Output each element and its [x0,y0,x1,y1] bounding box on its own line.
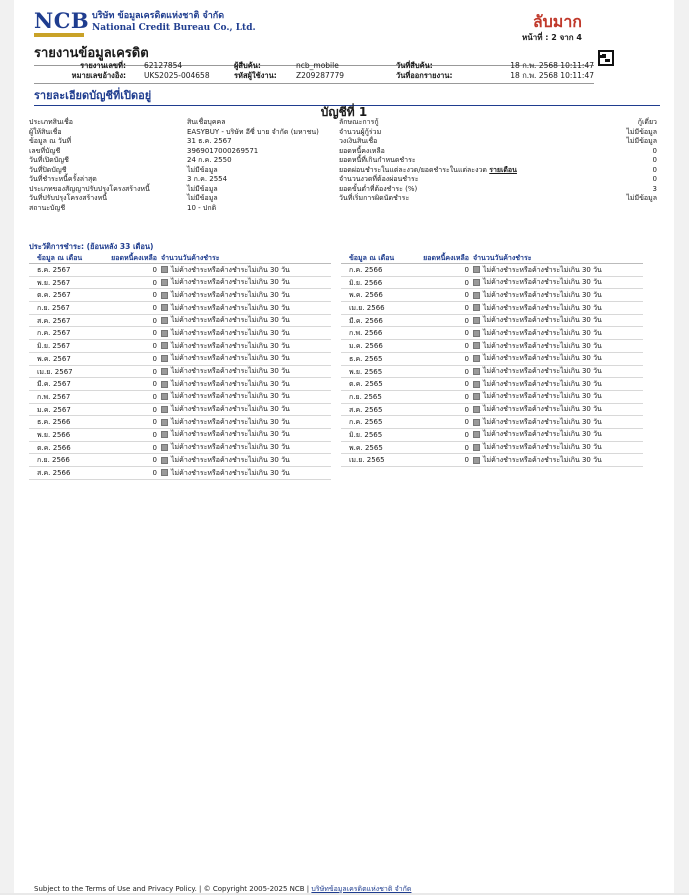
history-status-text: ไม่ค้างชำระหรือค้างชำระไม่เกิน 30 วัน [483,379,602,388]
detail-row [29,204,657,214]
history-balance: 0 [464,304,469,313]
detail-row [29,137,657,147]
history-status-text: ไม่ค้างชำระหรือค้างชำระไม่เกิน 30 วัน [171,417,290,426]
table-row [29,391,331,404]
section-title: รายละเอียดบัญชีที่เปิดอยู่ [34,86,660,106]
table-row [29,429,331,442]
detail-value: ไม่มีข้อมูล [626,137,657,145]
history-status [161,353,331,365]
history-date: พ.ย. 2566 [37,430,71,439]
history-balance: 0 [464,342,469,351]
right-margin [674,0,689,893]
history-date: ต.ค. 2566 [37,443,71,452]
history-balance: 0 [152,469,157,477]
status-square-icon [473,431,480,438]
inquirer: ncb_mobile [296,61,339,70]
status-square-icon [473,266,480,273]
status-square-icon [473,342,480,349]
history-date: ธ.ค. 2567 [37,266,71,274]
history-balance: 0 [152,342,157,351]
detail-label: สถานะบัญชี [29,203,66,212]
status-square-icon [161,419,168,426]
history-status [473,366,643,378]
history-status [161,467,331,479]
detail-label: วันที่เริ่มการผิดนัดชำระ [339,194,410,202]
history-date: ก.ย. 2566 [37,456,70,465]
history-balance: 0 [152,430,157,439]
detail-value: 31 ธ.ค. 2567 [187,137,232,145]
detail-row [29,185,657,195]
history-status-text: ไม่ค้างชำระหรือค้างชำระไม่เกิน 30 วัน [483,290,602,299]
status-square-icon [161,444,168,451]
detail-label: ยอดหนี้ที่เกินกำหนดชำระ [339,156,416,164]
detail-value: สินเชื่อบุคคล [187,118,226,126]
history-balance: 0 [464,291,469,300]
history-status-text: ไม่ค้างชำระหรือค้างชำระไม่เกิน 30 วัน [483,430,602,439]
table-row [341,378,643,391]
history-status [473,442,643,454]
detail-label: ประเภทของสัญญาปรับปรุงโครงสร้างหนี้ [29,184,150,193]
status-square-icon [473,393,480,400]
history-status-text: ไม่ค้างชำระหรือค้างชำระไม่เกิน 30 วัน [171,367,290,375]
status-square-icon [473,406,480,413]
status-square-icon [473,317,480,324]
issue-date: 18 ก.พ. 2568 10:11:47 [510,71,594,80]
detail-value: 3 ก.ค. 2554 [187,175,228,183]
history-status [473,378,643,390]
status-square-icon [161,279,168,286]
detail-value: 0 [652,156,657,164]
history-status [161,264,331,276]
table-row [341,277,643,290]
table-row [29,340,331,353]
status-square-icon [161,304,168,311]
detail-value: 24 ก.ค. 2550 [187,156,232,164]
report-no-label: รายงานเลขที่: [80,61,126,70]
status-square-icon [473,292,480,299]
col-balance-header: ยอดหนี้คงเหลือ [111,254,157,262]
detail-value: 0 [652,165,657,174]
history-status [161,454,331,466]
history-date: ส.ค. 2566 [37,469,71,477]
status-square-icon [161,368,168,375]
history-date: ก.ค. 2567 [37,329,71,338]
history-status [473,289,643,301]
history-date: พ.ย. 2567 [37,278,71,287]
history-status-text: ไม่ค้างชำระหรือค้างชำระไม่เกิน 30 วัน [483,278,602,287]
detail-value: 0 [652,146,657,155]
confidential-stamp: ลับมาก [532,12,582,31]
history-date: ก.พ. 2566 [349,329,383,338]
table-row [29,378,331,391]
history-status [473,404,643,416]
history-status [161,391,331,403]
status-square-icon [161,381,168,388]
history-status-text: ไม่ค้างชำระหรือค้างชำระไม่เกิน 30 วัน [483,354,602,363]
history-status-text: ไม่ค้างชำระหรือค้างชำระไม่เกิน 30 วัน [171,430,290,439]
status-square-icon [473,419,480,426]
status-square-icon [473,444,480,451]
col-days-header: จำนวนวันค้างชำระ [161,253,220,262]
history-status-text: ไม่ค้างชำระหรือค้างชำระไม่เกิน 30 วัน [483,328,602,337]
table-row [341,315,643,328]
detail-value: กู้เดี่ยว [637,118,657,126]
footer-text: Subject to the Terms of Use and Privacy Policy. | © Copyright 2005-2025 NCB | [34,885,310,893]
detail-value: ไม่มีข้อมูล [626,127,657,136]
footer [34,884,411,895]
history-balance: 0 [464,278,469,287]
detail-row [29,166,657,176]
history-date: เม.ย. 2566 [349,304,385,313]
account-details [29,118,657,213]
detail-label: ยอดหนี้คงเหลือ [339,146,385,155]
detail-row [29,175,657,185]
table-row [341,429,643,442]
table-row [341,327,643,340]
issue-date-label: วันที่ออกรายงาน: [396,71,453,80]
history-date: ม.ค. 2566 [349,342,383,351]
qr-code-icon [598,50,614,66]
history-status [473,429,643,441]
history-header [29,252,331,264]
detail-label: วันที่เปิดบัญชี [29,156,69,164]
status-square-icon [473,330,480,337]
logo-ncb-text: NCB [34,8,90,33]
detail-row [29,147,657,157]
history-status-text: ไม่ค้างชำระหรือค้างชำระไม่เกิน 30 วัน [483,265,602,274]
history-balance: 0 [464,329,469,338]
history-date: ก.ค. 2566 [349,266,383,274]
detail-value: 3969017000269571 [187,146,259,155]
col-date-header: ข้อมูล ณ เดือน [349,254,395,262]
inquiry-date-label: วันที่สืบค้น: [396,61,433,70]
footer-company-link[interactable]: บริษัทข้อมูลเครดิตแห่งชาติ จำกัด [311,885,412,893]
detail-label: จำนวนงวดที่ต้องผ่อนชำระ [339,175,419,183]
detail-label: วงเงินสินเชื่อ [339,137,378,145]
table-row [341,353,643,366]
history-status-text: ไม่ค้างชำระหรือค้างชำระไม่เกิน 30 วัน [171,290,290,299]
detail-label: จำนวนผู้กู้ร่วม [339,127,382,136]
history-status-text: ไม่ค้างชำระหรือค้างชำระไม่เกิน 30 วัน [171,316,290,325]
history-status-text: ไม่ค้างชำระหรือค้างชำระไม่เกิน 30 วัน [483,417,602,426]
col-balance-header: ยอดหนี้คงเหลือ [423,254,469,262]
history-balance: 0 [152,266,157,274]
history-status [473,353,643,365]
history-balance: 0 [152,316,157,325]
history-balance: 0 [464,418,469,427]
report-no: 62127854 [144,61,183,70]
history-status [473,302,643,314]
table-row [341,366,643,379]
history-status [473,277,643,289]
detail-label: วันที่ปรับปรุงโครงสร้างหนี้ [29,194,107,202]
history-balance: 0 [152,418,157,427]
history-date: ธ.ค. 2565 [349,354,383,363]
detail-row [29,194,657,204]
left-margin [0,0,14,893]
history-date: ต.ค. 2567 [37,291,71,300]
history-date: มี.ค. 2567 [37,380,71,389]
detail-row [29,156,657,166]
history-status-text: ไม่ค้างชำระหรือค้างชำระไม่เกิน 30 วัน [171,278,290,287]
history-date: พ.ค. 2566 [349,291,383,300]
history-date: ก.พ. 2567 [37,392,71,401]
detail-value: ไม่มีข้อมูล [626,194,657,202]
history-status-text: ไม่ค้างชำระหรือค้างชำระไม่เกิน 30 วัน [171,443,290,452]
table-row [29,454,331,467]
status-square-icon [161,406,168,413]
detail-label: ยอดขั้นต่ำที่ต้องชำระ (%) [339,184,418,193]
history-date: เม.ย. 2565 [349,456,385,465]
history-balance: 0 [152,380,157,389]
history-status-text: ไม่ค้างชำระหรือค้างชำระไม่เกิน 30 วัน [171,341,290,350]
detail-row [29,118,657,128]
payment-history-left [29,252,331,480]
table-row [341,302,643,315]
status-square-icon [473,368,480,375]
detail-value: 3 [652,184,657,193]
table-row [29,467,331,480]
detail-value: ไม่มีข้อมูล [187,194,218,202]
status-square-icon [161,469,168,476]
history-date: มิ.ย. 2567 [37,342,71,351]
history-date: พ.ค. 2567 [37,354,71,363]
history-status [161,327,331,339]
history-date: ม.ค. 2567 [37,405,71,414]
col-days-header: จำนวนวันค้างชำระ [473,253,532,262]
table-row [341,416,643,429]
history-balance: 0 [152,405,157,414]
detail-label: วันที่ชำระหนี้ครั้งล่าสุด [29,175,97,183]
detail-value [549,204,657,214]
history-status-text: ไม่ค้างชำระหรือค้างชำระไม่เกิน 30 วัน [483,455,602,464]
company-name-en: National Credit Bureau Co., Ltd. [92,23,256,33]
installment-label: ยอดผ่อนชำระในแต่ละงวด/ยอดชำระในแต่ละงวด [339,165,487,174]
table-row [29,277,331,290]
status-square-icon [473,355,480,362]
history-balance: 0 [464,405,469,414]
table-row [29,353,331,366]
history-balance: 0 [152,367,157,376]
history-status [161,302,331,314]
history-date: ธ.ค. 2566 [37,418,71,427]
history-balance: 0 [464,443,469,452]
history-status-text: ไม่ค้างชำระหรือค้างชำระไม่เกิน 30 วัน [483,303,602,312]
table-row [29,442,331,455]
status-square-icon [161,342,168,349]
status-square-icon [161,431,168,438]
history-balance: 0 [152,392,157,401]
history-status-text: ไม่ค้างชำระหรือค้างชำระไม่เกิน 30 วัน [171,468,290,477]
status-square-icon [473,457,480,464]
table-row [29,327,331,340]
table-row [341,340,643,353]
history-balance: 0 [464,316,469,325]
history-status-text: ไม่ค้างชำระหรือค้างชำระไม่เกิน 30 วัน [483,316,602,325]
history-status [161,429,331,441]
status-square-icon [473,381,480,388]
history-status-text: ไม่ค้างชำระหรือค้างชำระไม่เกิน 30 วัน [171,354,290,363]
ref-label: หมายเลขอ้างอิง: [71,71,126,80]
detail-value: ไม่มีข้อมูล [187,184,218,193]
meta-row-1 [34,61,594,71]
payment-history-right [341,252,643,467]
table-row [29,289,331,302]
status-square-icon [161,330,168,337]
status-square-icon [161,317,168,324]
history-status [161,442,331,454]
history-date: มิ.ย. 2565 [349,430,383,439]
history-status [161,366,331,378]
detail-value: EASYBUY - บริษัท อีซี่ บาย จำกัด (มหาชน) [187,127,319,136]
history-balance: 0 [464,266,469,274]
history-date: พ.ค. 2565 [349,443,383,452]
history-status [473,416,643,428]
payment-history-title: ประวัติการชำระ: (ย้อนหลัง 33 เดือน) [29,242,154,251]
detail-label [339,166,549,176]
table-row [341,391,643,404]
history-status [473,454,643,466]
monthly-link[interactable]: รายเดือน [489,165,517,174]
inquirer-label: ผู้สืบค้น: [234,61,261,70]
history-balance: 0 [152,354,157,363]
detail-label: ผู้ให้สินเชื่อ [29,127,62,136]
history-status-text: ไม่ค้างชำระหรือค้างชำระไม่เกิน 30 วัน [171,265,290,274]
table-row [341,289,643,302]
history-date: ส.ค. 2565 [349,405,383,414]
history-date: มิ.ย. 2566 [349,278,383,287]
table-row [29,302,331,315]
detail-row [29,128,657,138]
table-row [29,366,331,379]
history-status-text: ไม่ค้างชำระหรือค้างชำระไม่เกิน 30 วัน [171,303,290,312]
history-balance: 0 [464,456,469,465]
history-status [161,289,331,301]
detail-value: ไม่มีข้อมูล [187,165,218,174]
status-square-icon [161,457,168,464]
status-square-icon [161,355,168,362]
history-status-text: ไม่ค้างชำระหรือค้างชำระไม่เกิน 30 วัน [171,405,290,414]
company-name-th: บริษัท ข้อมูลเครดิตแห่งชาติ จำกัด [92,11,225,21]
history-balance: 0 [152,456,157,465]
status-square-icon [473,279,480,286]
inquiry-date: 18 ก.พ. 2568 10:11:47 [510,61,594,70]
history-balance: 0 [464,367,469,376]
status-square-icon [473,304,480,311]
history-status [161,340,331,352]
history-status [473,340,643,352]
history-status [473,264,643,276]
history-balance: 0 [152,291,157,300]
col-date-header: ข้อมูล ณ เดือน [37,254,83,262]
history-balance: 0 [152,329,157,338]
detail-value: 10 - ปกติ [187,203,217,212]
history-date: มี.ค. 2566 [349,316,383,325]
history-status-text: ไม่ค้างชำระหรือค้างชำระไม่เกิน 30 วัน [483,367,602,375]
detail-label: เลขที่บัญชี [29,146,61,155]
history-status [161,315,331,327]
detail-label: ลักษณะการกู้ [339,118,379,126]
table-row [341,442,643,455]
logo-mark [34,8,90,37]
status-square-icon [161,393,168,400]
history-date: เม.ย. 2567 [37,367,73,376]
table-row [29,416,331,429]
history-status-text: ไม่ค้างชำระหรือค้างชำระไม่เกิน 30 วัน [483,392,602,401]
history-date: ก.ย. 2565 [349,392,382,401]
history-status [161,416,331,428]
report-meta [34,61,594,84]
history-status-text: ไม่ค้างชำระหรือค้างชำระไม่เกิน 30 วัน [483,341,602,350]
history-status-text: ไม่ค้างชำระหรือค้างชำระไม่เกิน 30 วัน [483,443,602,452]
history-balance: 0 [464,380,469,389]
history-date: ต.ค. 2565 [349,380,383,389]
history-date: ก.ย. 2567 [37,304,70,313]
table-row [29,264,331,277]
detail-label: ข้อมูล ณ วันที่ [29,137,72,145]
history-status [473,315,643,327]
detail-label: วันที่ปิดบัญชี [29,165,67,174]
table-row [29,315,331,328]
history-status [473,391,643,403]
history-balance: 0 [152,278,157,287]
table-row [341,454,643,467]
history-status-text: ไม่ค้างชำระหรือค้างชำระไม่เกิน 30 วัน [171,392,290,401]
history-date: ส.ค. 2567 [37,316,71,325]
history-balance: 0 [464,430,469,439]
table-row [341,404,643,417]
history-balance: 0 [152,443,157,452]
history-date: พ.ย. 2565 [349,367,383,376]
history-balance: 0 [464,354,469,363]
detail-label: ประเภทสินเชื่อ [29,118,73,126]
history-balance: 0 [464,392,469,401]
history-status-text: ไม่ค้างชำระหรือค้างชำระไม่เกิน 30 วัน [171,379,290,388]
user-code: Z209287779 [296,71,345,80]
detail-value: 0 [652,175,657,183]
history-status [473,327,643,339]
history-header [341,252,643,264]
history-status-text: ไม่ค้างชำระหรือค้างชำระไม่เกิน 30 วัน [171,328,290,337]
logo-company-names [92,10,256,34]
report-title: รายงานข้อมูลเครดิต [34,42,594,66]
page-indicator: หน้าที่ : 2 จาก 4 [521,33,582,42]
history-date: ก.ค. 2565 [349,418,383,427]
status-square-icon [161,292,168,299]
logo-gold-bar [34,33,84,37]
meta-row-2 [34,71,594,81]
detail-label [339,204,549,214]
ncb-logo [34,10,256,37]
history-balance: 0 [152,304,157,313]
table-row [341,264,643,277]
account-title: บัญชีที่ 1 [320,105,368,119]
report-page [14,0,674,893]
history-status-text: ไม่ค้างชำระหรือค้างชำระไม่เกิน 30 วัน [171,455,290,464]
history-status [161,277,331,289]
user-code-label: รหัสผู้ใช้งาน: [234,71,277,80]
table-row [29,404,331,417]
history-status [161,378,331,390]
history-status [161,404,331,416]
ref-no: UKS2025-004658 [144,71,210,80]
status-square-icon [161,266,168,273]
history-status-text: ไม่ค้างชำระหรือค้างชำระไม่เกิน 30 วัน [483,405,602,414]
